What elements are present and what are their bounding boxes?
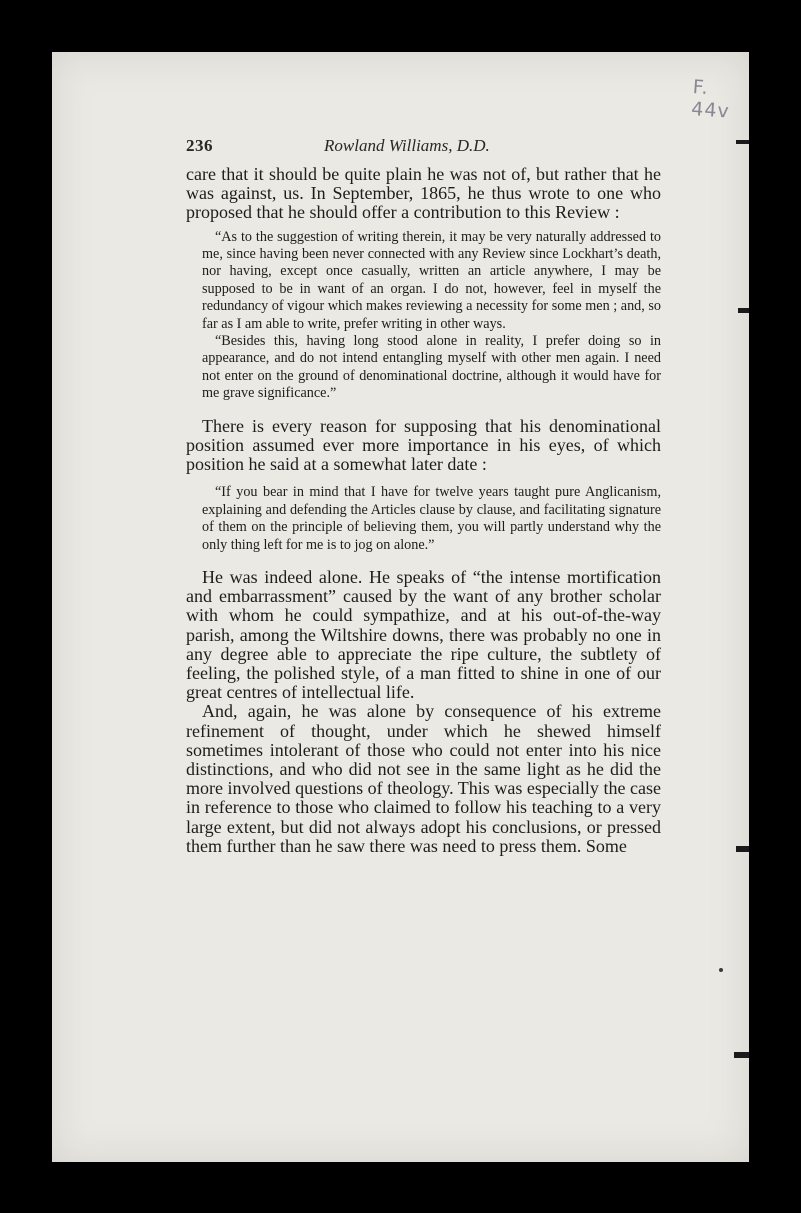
quote-1b: “Besides this, having long stood alone in reality, I prefer doing so in appearance, and do not intend entangling myself with other men again. I need not enter on the ground of denominational doctrine, although it would have for me grave significance.”	[202, 333, 661, 402]
folio-annotation: F. 44v	[690, 76, 731, 123]
running-title: Rowland Williams, D.D.	[324, 136, 490, 155]
edge-mark	[734, 1052, 749, 1058]
page-number: 236	[186, 136, 213, 155]
edge-mark	[736, 140, 749, 144]
speck	[719, 968, 723, 972]
edge-mark	[738, 308, 749, 313]
paragraph-3: He was indeed alone. He speaks of “the intense mortification and embarrassment” caused by the want of any brother scholar with whom he could sympathize, and at his out-of-the-way parish, among the Wiltshire downs, there was probably no one in any degree able to appreciate the ripe culture, the subtlety of feeling, the polished style, of a man fitted to shine in one of our great centres of intellectual life.	[186, 566, 661, 703]
paragraph-2: There is every reason for supposing that his denominational position assumed ever more importance in his eyes, of which position he said at a somewhat later date :	[186, 415, 661, 475]
paragraph-4: And, again, he was alone by consequence of his extreme refinement of thought, under which he shewed himself sometimes intolerant of those who could not enter into his nice distinctions, and who did not see in the same light as he did the more involved questions of theology. This was especially the case in reference to those who claimed to follow his teaching to a very large extent, but did not always adopt his conclusions, or pressed them further than he saw there was need to press them. Some	[186, 701, 661, 856]
quote-2: “If you bear in mind that I have for twelve years taught pure Anglicanism, explaining and defending the Articles clause by clause, and facilitating signature of them on the principle of believing them, you will partly understand why the only thing left for me is to jog on alone.”	[202, 484, 661, 553]
paragraph-1: care that it should be quite plain he was not of, but rather that he was against, us. In September, 1865, he thus wrote to one who proposed that he should offer a contribution to this Review :	[186, 164, 661, 223]
page-body	[186, 165, 661, 856]
edge-mark	[736, 846, 749, 852]
quote-1a: “As to the suggestion of writing therein, it may be very naturally addressed to me, since having been never connected with any Review since Lockhart’s death, nor having, except once casually, written an article anywhere, I may be supposed to be in want of an organ. I do not, however, feel in myself the redundancy of vigour which makes reviewing a necessity for some men ; and, so far as I am able to write, prefer writing in other ways.	[202, 228, 661, 332]
